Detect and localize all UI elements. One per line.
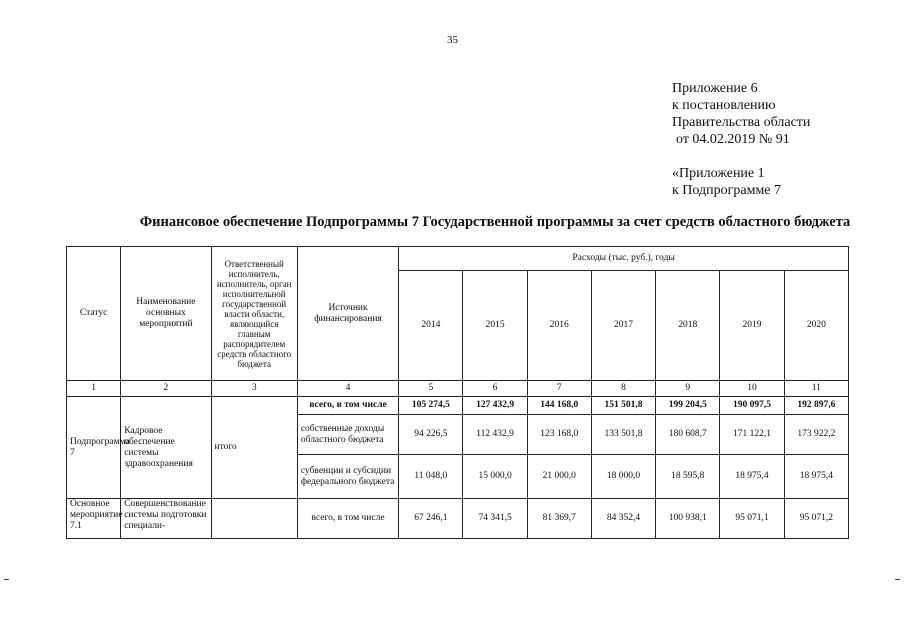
appendix-line-2: к постановлению [672, 98, 776, 113]
header-status: Статус [67, 247, 121, 381]
source-label: всего, в том числе [297, 499, 398, 539]
value-cell: 112 432,9 [463, 415, 527, 455]
row-measure: Совершенствование системы подготовки специали- [121, 499, 211, 539]
column-number: 8 [591, 381, 655, 397]
row-measure: Кадровое обеспечение системы здравоохранения [121, 397, 211, 499]
column-number: 10 [720, 381, 784, 397]
value-cell: 192 897,6 [784, 397, 848, 415]
value-cell: 11 048,0 [399, 455, 463, 499]
header-year: 2018 [656, 271, 720, 381]
value-cell: 21 000,0 [527, 455, 591, 499]
value-cell: 18 975,4 [784, 455, 848, 499]
row-executor: итого [211, 397, 297, 499]
appendix-line-5: «Приложение 1 [672, 166, 765, 181]
value-cell: 15 000,0 [463, 455, 527, 499]
edge-mark-right [895, 579, 900, 580]
value-cell: 95 071,1 [720, 499, 784, 539]
column-number: 5 [399, 381, 463, 397]
value-cell: 18 595,8 [656, 455, 720, 499]
header-year: 2016 [527, 271, 591, 381]
value-cell: 81 369,7 [527, 499, 591, 539]
value-cell: 180 608,7 [656, 415, 720, 455]
value-cell: 95 071,2 [784, 499, 848, 539]
value-cell: 18 975,4 [720, 455, 784, 499]
value-cell: 100 938,1 [656, 499, 720, 539]
value-cell: 151 501,8 [591, 397, 655, 415]
header-executor: Ответственный исполнитель, исполнитель, орган исполнительной государственной власти области, являющийся главным распорядителем средств областного бюджета [211, 247, 297, 381]
source-label: собственные доходы областного бюджета [297, 415, 398, 455]
column-number: 3 [211, 381, 297, 397]
appendix-line-1: Приложение 6 [672, 81, 758, 96]
header-year: 2017 [591, 271, 655, 381]
header-source: Источник финансирования [297, 247, 398, 381]
row-status: Подпрограмма 7 [67, 397, 121, 499]
column-number: 7 [527, 381, 591, 397]
column-number: 6 [463, 381, 527, 397]
column-number: 9 [656, 381, 720, 397]
financing-table [66, 246, 849, 539]
value-cell: 105 274,5 [399, 397, 463, 415]
row-status: Основное мероприятие 7.1 [67, 499, 121, 539]
edge-mark-left [4, 579, 9, 580]
header-year: 2020 [784, 271, 848, 381]
column-number: 1 [67, 381, 121, 397]
column-number: 11 [784, 381, 848, 397]
appendix-line-3: Правительства области [672, 115, 811, 130]
value-cell: 84 352,4 [591, 499, 655, 539]
value-cell: 144 168,0 [527, 397, 591, 415]
source-label: субвенции и субсидии федерального бюджета [297, 455, 398, 499]
appendix-line-6: к Подпрограмме 7 [672, 183, 782, 198]
header-year: 2019 [720, 271, 784, 381]
appendix-block [672, 80, 810, 199]
appendix-gap [672, 148, 810, 165]
value-cell: 199 204,5 [656, 397, 720, 415]
value-cell: 123 168,0 [527, 415, 591, 455]
source-label: всего, в том числе [297, 397, 398, 415]
value-cell: 94 226,5 [399, 415, 463, 455]
value-cell: 18 000,0 [591, 455, 655, 499]
row-executor [211, 499, 297, 539]
value-cell: 173 922,2 [784, 415, 848, 455]
header-year: 2015 [463, 271, 527, 381]
value-cell: 171 122,1 [720, 415, 784, 455]
value-cell: 133 501,8 [591, 415, 655, 455]
appendix-line-4: от 04.02.2019 № 91 [676, 132, 790, 147]
value-cell: 127 432,9 [463, 397, 527, 415]
value-cell: 74 341,5 [463, 499, 527, 539]
header-expenses: Расходы (тыс. руб.), годы [399, 247, 849, 271]
document-title: Финансовое обеспечение Подпрограммы 7 Государственной программы за счет средств областного бюджета [139, 214, 851, 230]
value-cell: 190 097,5 [720, 397, 784, 415]
column-number: 2 [121, 381, 211, 397]
value-cell: 67 246,1 [399, 499, 463, 539]
column-number: 4 [297, 381, 398, 397]
header-year: 2014 [399, 271, 463, 381]
header-measures: Наименование основных мероприятий [121, 247, 211, 381]
page-number: 35 [447, 34, 458, 46]
